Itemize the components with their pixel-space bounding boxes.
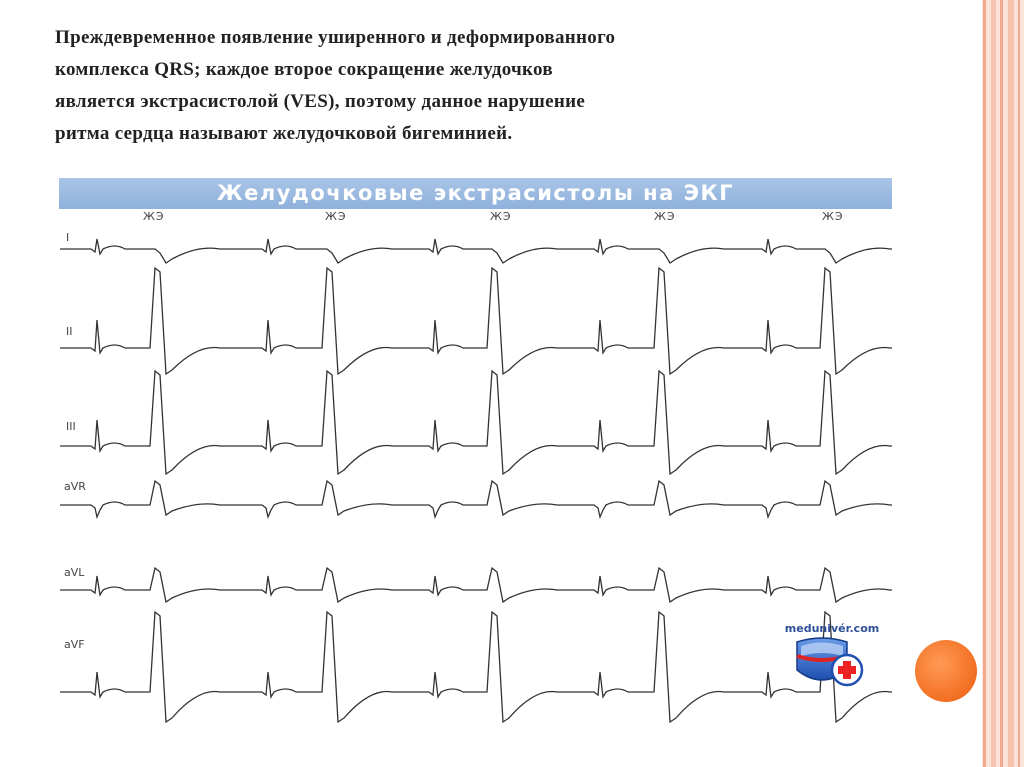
ves-marker: ЖЭ [143,210,165,223]
lead-label: aVR [64,480,86,493]
lead-label: I [66,231,70,244]
lead-label: aVF [64,638,85,651]
decorative-circle [915,640,977,702]
ves-marker: ЖЭ [490,210,512,223]
heading-line: комплекса QRS; каждое второе сокращение желудочков [55,59,553,80]
ecg-lead-trace [60,268,892,374]
ves-marker: ЖЭ [822,210,844,223]
lead-label: II [66,325,73,338]
ves-marker: ЖЭ [654,210,676,223]
ecg-lead-trace [60,239,892,263]
heading-line: Преждевременное появление уширенного и деформированного [55,27,616,48]
ves-marker: ЖЭ [325,210,347,223]
heading-line: является экстрасистолой (VES), поэтому данное нарушение [55,91,586,112]
medunivar-logo [767,620,897,692]
heading-line: ритма сердца называют желудочковой бигеминией. [55,123,513,144]
ecg-lead-trace [60,371,892,474]
ecg-lead-trace [60,481,892,517]
ecg-lead-trace [60,568,892,602]
lead-label: III [66,420,76,433]
logo-text: medunivér.com [784,622,880,635]
logo-emblem-icon [767,620,897,692]
figure-title: Желудочковые экстрасистолы на ЭКГ [216,181,735,205]
lead-label: aVL [64,566,85,579]
